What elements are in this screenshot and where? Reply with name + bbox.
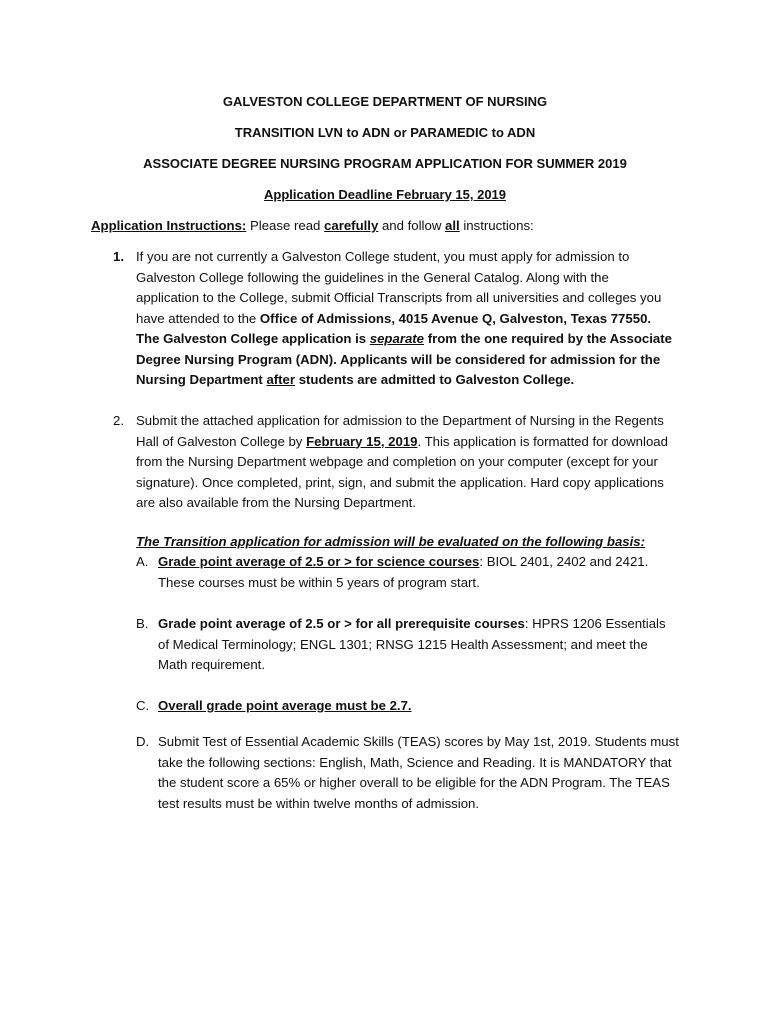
admissions-address: Office of Admissions, 4015 Avenue Q, Galveston, Texas 77550. [259,310,652,326]
instructions-label: Application Instructions: [91,218,247,233]
criteria-text: Submit Test of Essential Academic Skills (TEAS) scores by May 1st, 2019. Students must take the following sections: English, Math, Science and Reading. It is MANDATORY that the student score a 65% or higher overall to be eligible for the ADN Program. The TEAS test results must be within twelve months of admission. [158,734,679,811]
item-text: . This application is formatted for download from the Nursing Department webpage and completion on your computer (except for your signature). Once completed, print, sign, and submit the application. Hard copy applications are also available from the Nursing Department. [136,433,668,510]
emphasis-after: after [266,372,296,387]
emphasis-carefully: carefully [324,218,379,233]
item-paragraph [136,329,674,391]
instructions-text: instructions: [459,218,534,233]
item-number: 1. [113,249,124,264]
application-title: ASSOCIATE DEGREE NURSING PROGRAM APPLICATION FOR SUMMER 2019 [143,156,627,171]
deadline: Application Deadline February 15, 2019 [263,187,507,202]
criteria-text: : HPRS 1206 Essentials of Medical Terminology; ENGL 1301; RNSG 1215 Health Assessment; and meet the Math requirement. [158,616,666,672]
criteria-item [158,614,673,676]
criteria-text: : BIOL 2401, 2402 and 2421. These courses must be within 5 years of program start. [158,554,649,590]
deadline-date: February 15, 2019 [306,433,418,449]
instructions-text: Please read [246,218,325,233]
criteria-letter: D. [136,734,150,749]
item-text: If you are not currently a Galveston College student, you must apply for admission to Galveston College following the guidelines in the General Catalog. Along with the application to the College, submit Official Transcripts from all universities and colleges you have attended to the [136,249,662,326]
criteria-letter: C. [136,698,150,713]
instructions-line [91,216,711,237]
item-paragraph [136,247,674,329]
criteria-item [158,552,658,593]
item-text: Submit the attached application for admission to the Department of Nursing in the Regents Hall of Galveston College by [136,413,664,449]
emphasis-all: all [445,218,460,233]
criteria-item [158,732,683,814]
item-text: from the one required by the Associate Degree Nursing Program (ADN). Applicants will be considered for admission for the Nursing Department [136,331,672,387]
criteria-item [158,696,658,717]
list-item [136,411,674,514]
item-text: The Galveston College application is [136,331,370,346]
item-number: 2. [113,413,124,428]
emphasis-separate: separate [369,331,425,346]
basis-heading: The Transition application for admission will be evaluated on the following basis: [136,534,646,549]
criteria-title: Grade point average of 2.5 or > for science courses [158,554,480,569]
college-title: GALVESTON COLLEGE DEPARTMENT OF NURSING [222,94,548,109]
program-title: TRANSITION LVN to ADN or PARAMEDIC to ADN [234,125,536,140]
criteria-letter: B. [136,616,149,631]
criteria-letter: A. [136,554,149,569]
item-text: students are admitted to Galveston College. [295,372,575,387]
list-item [136,247,674,391]
instructions-text: and follow [378,218,446,233]
criteria-title: Overall grade point average must be 2.7. [158,698,412,713]
criteria-title: Grade point average of 2.5 or > for all prerequisite courses [158,616,525,631]
